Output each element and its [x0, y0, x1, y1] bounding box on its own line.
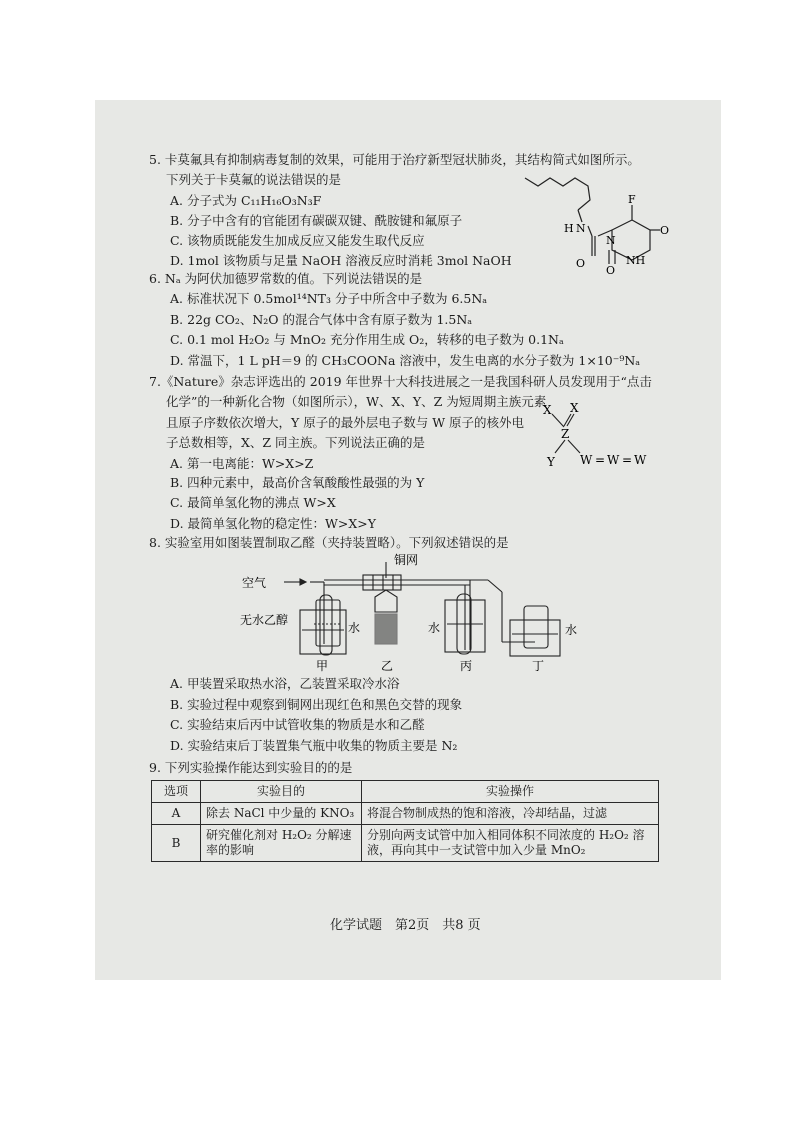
wxyz-z: Z [561, 427, 570, 441]
apparatus-water-bing-label: 水 [428, 621, 441, 635]
wxyz-y: Y [547, 455, 555, 469]
q7-option-c: C. 最简单氢化物的沸点 W>X [170, 495, 336, 510]
q5-stem-line1: 5. 卡莫氟具有抑制病毒复制的效果，可能用于治疗新型冠状肺炎，其结构简式如图所示。 [149, 152, 640, 167]
q8-option-c: C. 实验结束后丙中试管收集的物质是水和乙醛 [170, 717, 425, 732]
wxyz-x-left: X [543, 403, 552, 417]
wxyz-x-right: X [570, 401, 579, 415]
q6-option-c: C. 0.1 mol H₂O₂ 与 MnO₂ 充分作用生成 O₂，转移的电子数为 0.1Nₐ [170, 332, 564, 347]
q6-option-a: A. 标准状况下 0.5mol¹⁴NT₃ 分子中所含中子数为 6.5Nₐ [170, 291, 488, 306]
table-row [152, 825, 659, 862]
q7-option-b: B. 四种元素中，最高价含氧酸酸性最强的为 Y [170, 475, 425, 490]
q7-stem-line1: 7.《Nature》杂志评选出的 2019 年世界十大科技进展之一是我国科研人员发现用于“点击 [149, 374, 652, 389]
mol-o-bottom-label: O [606, 264, 616, 275]
carmofur-structure [520, 170, 670, 275]
header-operation: 实验操作 [362, 781, 659, 803]
wxyz-double-bond-1: = [595, 453, 606, 467]
header-option: 选项 [152, 781, 201, 803]
table-header-row [152, 781, 659, 803]
apparatus-water-ding-label: 水 [565, 623, 578, 637]
wxyz-double-bond-2: = [622, 453, 633, 467]
row-b-option: B [152, 825, 201, 862]
row-a-operation: 将混合物制成热的饱和溶液，冷却结晶，过滤 [362, 803, 659, 825]
mol-nh-label: NH [626, 254, 646, 267]
q5-option-c: C. 该物质既能发生加成反应又能发生取代反应 [170, 233, 425, 248]
q8-stem: 8. 实验室用如图装置制取乙醛（夹持装置略）。下列叙述错误的是 [149, 535, 509, 550]
q7-stem-line4: 子总数相等，X、Z 同主族。下列说法正确的是 [166, 435, 426, 450]
q7-stem-line2: 化学”的一种新化合物（如图所示），W、X、Y、Z 为短周期主族元素 [166, 394, 547, 409]
q8-option-a: A. 甲装置采取热水浴，乙装置采取冷水浴 [170, 676, 400, 691]
mol-f-label: F [628, 193, 636, 206]
apparatus-air-label: 空气 [242, 576, 267, 590]
apparatus-jia-label: 甲 [316, 659, 329, 673]
q5-stem-line2: 下列关于卡莫氟的说法错误的是 [166, 172, 342, 187]
q6-option-d: D. 常温下，1 L pH＝9 的 CH₃COONa 溶液中，发生电离的水分子数为 1×10⁻⁹Nₐ [170, 353, 641, 368]
q5-option-b: B. 分子中含有的官能团有碳碳双键、酰胺键和氟原子 [170, 213, 463, 228]
mol-o-carbonyl-label: O [576, 257, 586, 270]
row-b-goal: 研究催化剂对 H₂O₂ 分解速率的影响 [201, 825, 362, 862]
apparatus-copper-label: 铜网 [394, 553, 419, 567]
wxyz-w3: W [634, 453, 647, 467]
header-goal: 实验目的 [201, 781, 362, 803]
wxyz-w2: W [607, 453, 620, 467]
q8-option-b: B. 实验过程中观察到铜网出现红色和黑色交替的现象 [170, 697, 463, 712]
q6-option-b: B. 22g CO₂、N₂O 的混合气体中含有原子数为 1.5Nₐ [170, 312, 473, 327]
row-b-operation: 分别向两支试管中加入相同体积不同浓度的 H₂O₂ 溶液，再向其中一支试管中加入少量 MnO₂ [362, 825, 659, 862]
q7-option-a: A. 第一电离能：W>X>Z [170, 456, 314, 471]
q5-option-a: A. 分子式为 C₁₁H₁₆O₃N₃F [170, 193, 322, 208]
acetaldehyde-apparatus [240, 552, 585, 674]
wxyz-structure [535, 400, 665, 475]
apparatus-ethanol-label: 无水乙醇 [240, 613, 289, 627]
apparatus-water-jia-label: 水 [348, 621, 361, 635]
mol-n-label: N [576, 222, 586, 235]
apparatus-yi-label: 乙 [381, 659, 394, 673]
wxyz-w1: W [580, 453, 593, 467]
mol-o-right-label: O [660, 224, 670, 237]
q9-experiment-table [151, 780, 659, 862]
apparatus-bing-label: 丙 [460, 659, 473, 673]
page-footer: 化学试题 第2页 共8 页 [330, 918, 481, 933]
table-row [152, 803, 659, 825]
mol-ring-n-label: N [606, 234, 616, 247]
q9-stem: 9. 下列实验操作能达到实验目的的是 [149, 760, 353, 775]
q7-stem-line3: 且原子序数依次增大，Y 原子的最外层电子数与 W 原子的核外电 [166, 415, 525, 430]
q5-option-d: D. 1mol 该物质与足量 NaOH 溶液反应时消耗 3mol NaOH [170, 253, 512, 268]
q8-option-d: D. 实验结束后丁装置集气瓶中收集的物质主要是 N₂ [170, 738, 458, 753]
row-a-option: A [152, 803, 201, 825]
apparatus-ding-label: 丁 [532, 659, 545, 673]
row-a-goal: 除去 NaCl 中少量的 KNO₃ [201, 803, 362, 825]
mol-h-label: H [564, 222, 574, 235]
q6-stem: 6. Nₐ 为阿伏加德罗常数的值。下列说法错误的是 [149, 271, 423, 286]
q7-option-d: D. 最简单氢化物的稳定性：W>X>Y [170, 516, 376, 531]
